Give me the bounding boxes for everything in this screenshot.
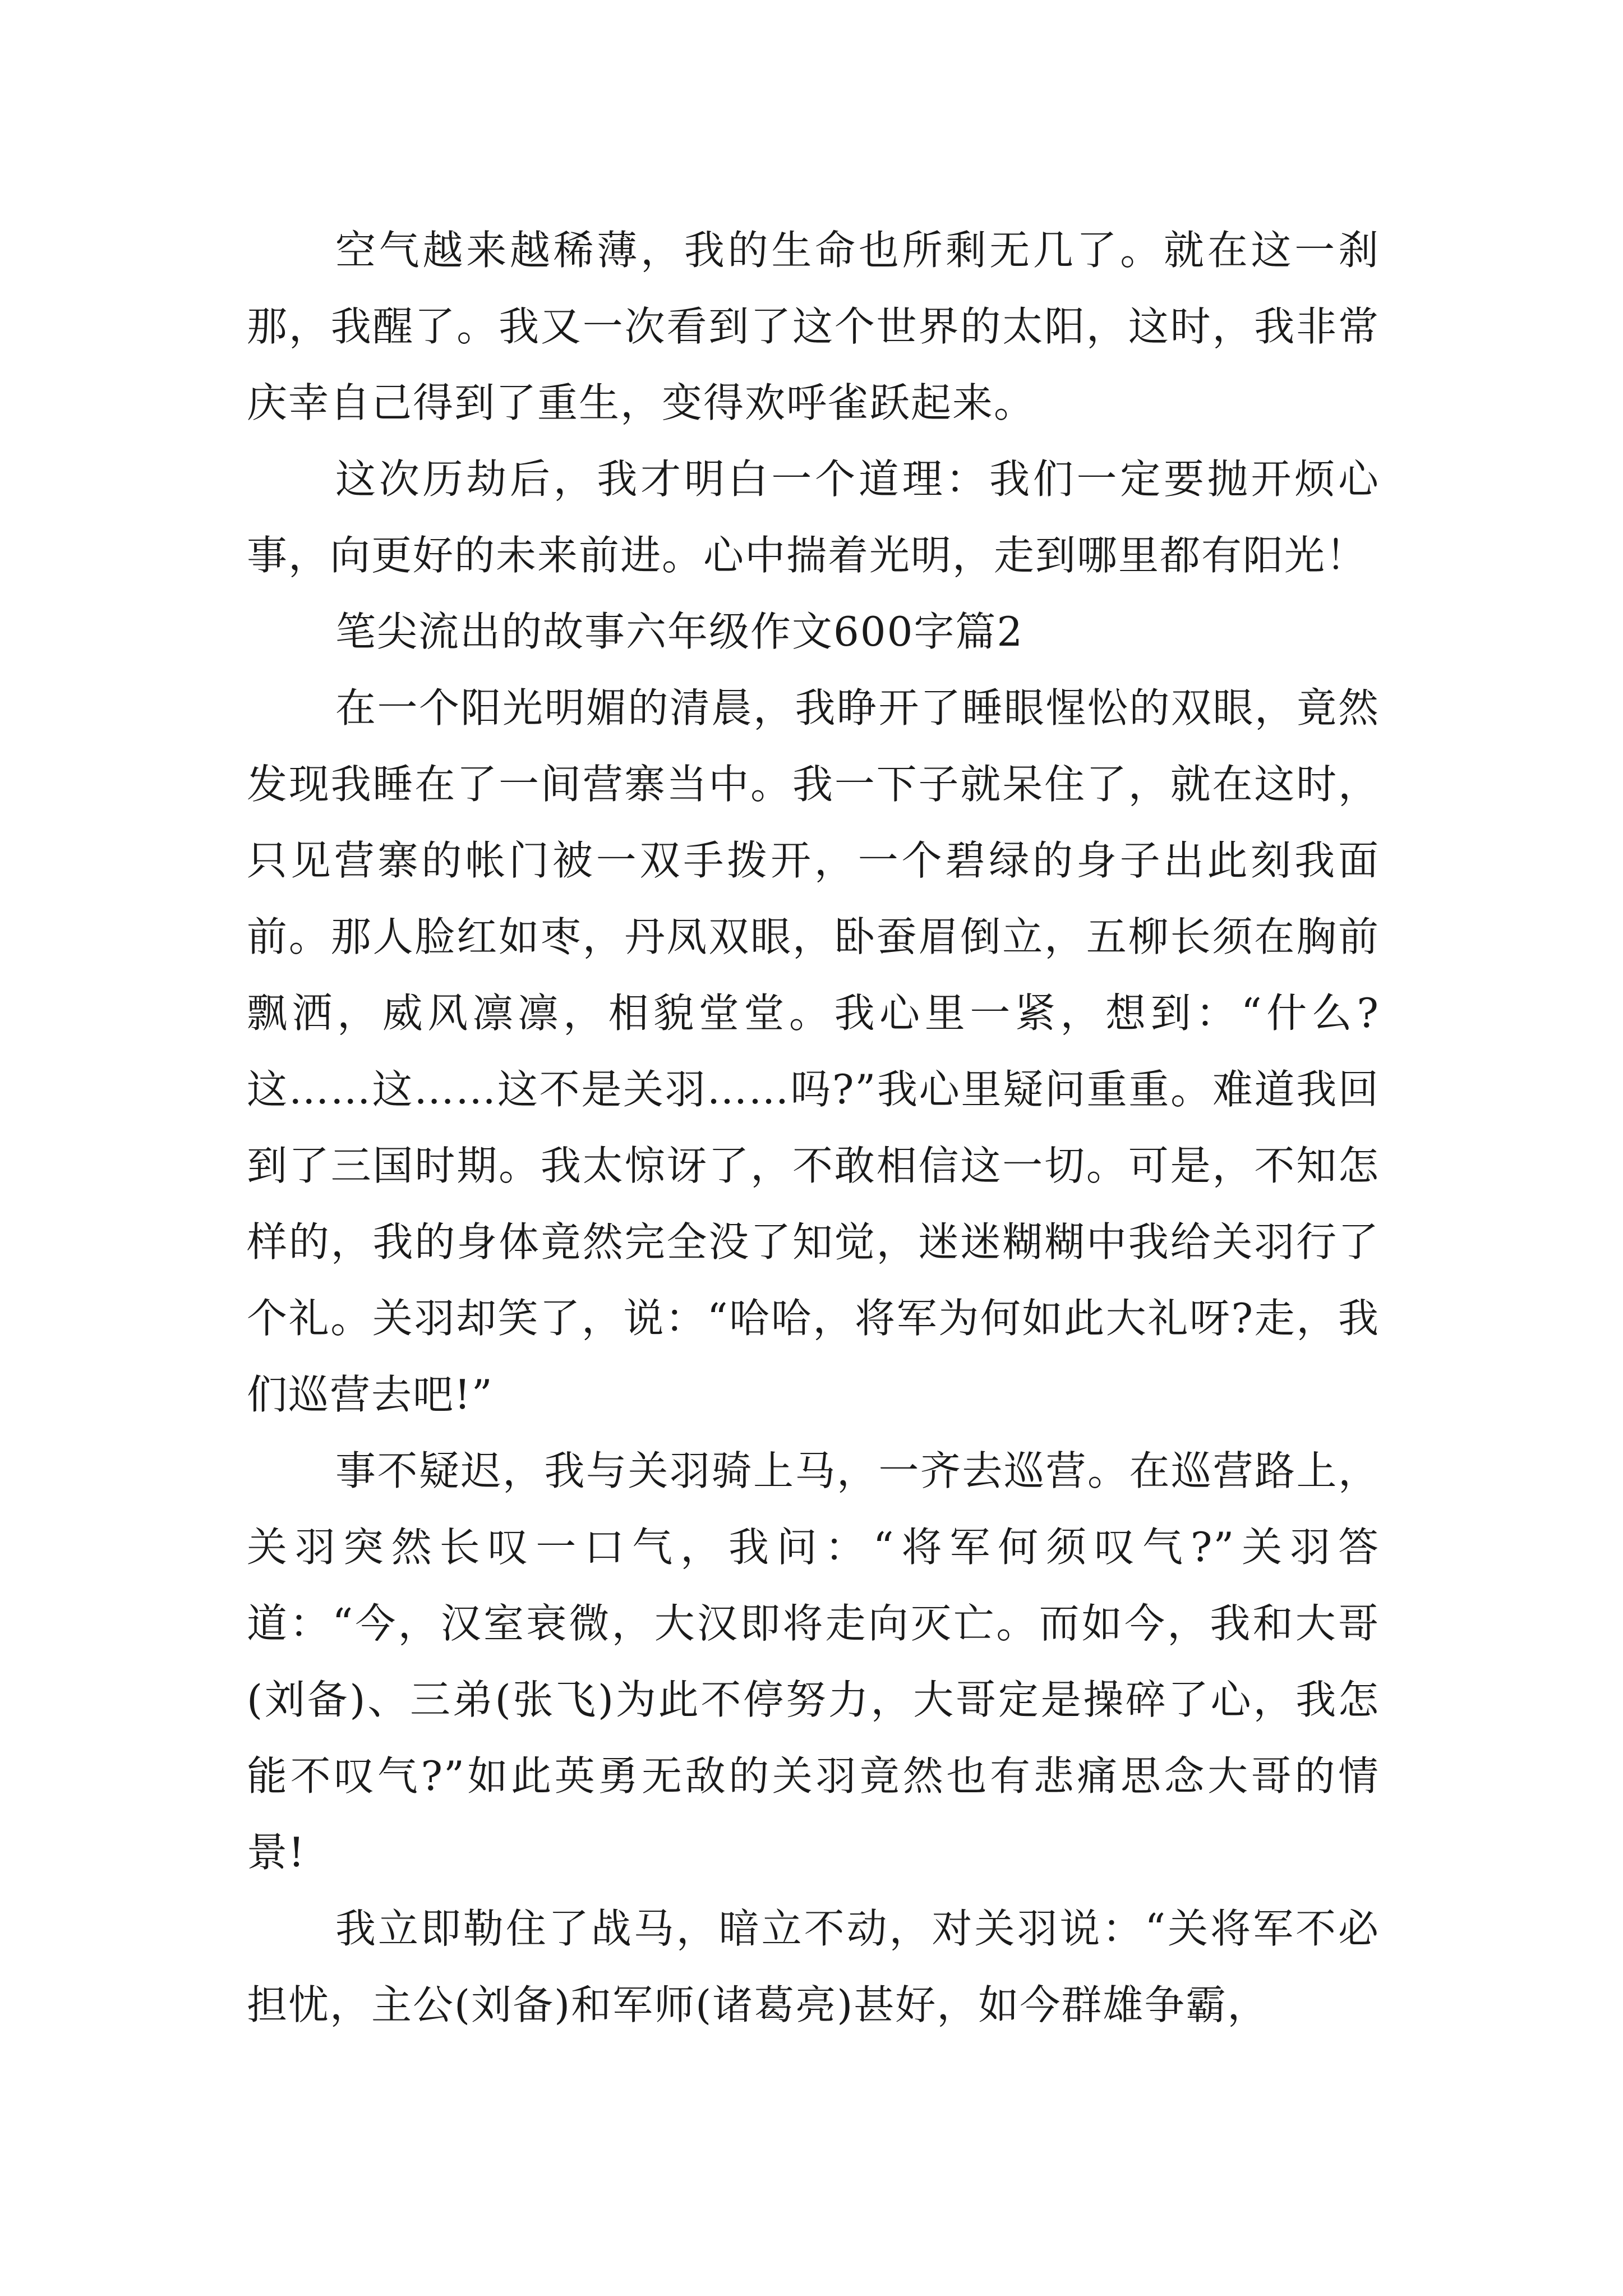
paragraph-1: 空气越来越稀薄，我的生命也所剩无几了。就在这一刹那，我醒了。我又一次看到了这个世界的太阳，这时，我非常庆幸自己得到了重生，变得欢呼雀跃起来。 bbox=[247, 227, 1380, 426]
paragraph-4: 事不疑迟，我与关羽骑上马，一齐去巡营。在巡营路上，关羽突然长叹一口气，我问：“将军何须叹气?”关羽答道：“今，汉室衰微，大汉即将走向灭亡。而如今，我和大哥(刘备)、三弟(张飞)为此不停努力，大哥定是操碎了心，我怎能不叹气?”如此英勇无敌的关羽竟然也有悲痛思念大哥的情景! bbox=[247, 1447, 1380, 1876]
paragraph-2: 这次历劫后，我才明白一个道理：我们一定要抛开烦心事，向更好的未来前进。心中揣着光明，走到哪里都有阳光！ bbox=[247, 455, 1380, 579]
paragraph-5: 我立即勒住了战马，暗立不动，对关羽说：“关将军不必担忧，主公(刘备)和军师(诸葛亮)甚好，如今群雄争霸， bbox=[247, 1905, 1380, 2028]
section-heading: 笔尖流出的故事六年级作文600字篇2 bbox=[335, 608, 1024, 655]
paragraph-3: 在一个阳光明媚的清晨，我睁开了睡眼惺忪的双眼，竟然发现我睡在了一间营寨当中。我一下子就呆住了，就在这时，只见营寨的帐门被一双手拨开，一个碧绿的身子出此刻我面前。那人脸红如枣，丹凤双眼，卧蚕眉倒立，五柳长须在胸前飘洒，威风凛凛，相貌堂堂。我心里一紧，想到：“什么?这……这……这不是关羽……吗?”我心里疑问重重。难道我回到了三国时期。我太惊讶了，不敢相信这一切。可是，不知怎样的，我的身体竟然完全没了知觉，迷迷糊糊中我给关羽行了个礼。关羽却笑了，说：“哈哈，将军为何如此大礼呀?走，我们巡营去吧!” bbox=[247, 684, 1380, 1418]
document-body bbox=[247, 212, 1380, 2043]
